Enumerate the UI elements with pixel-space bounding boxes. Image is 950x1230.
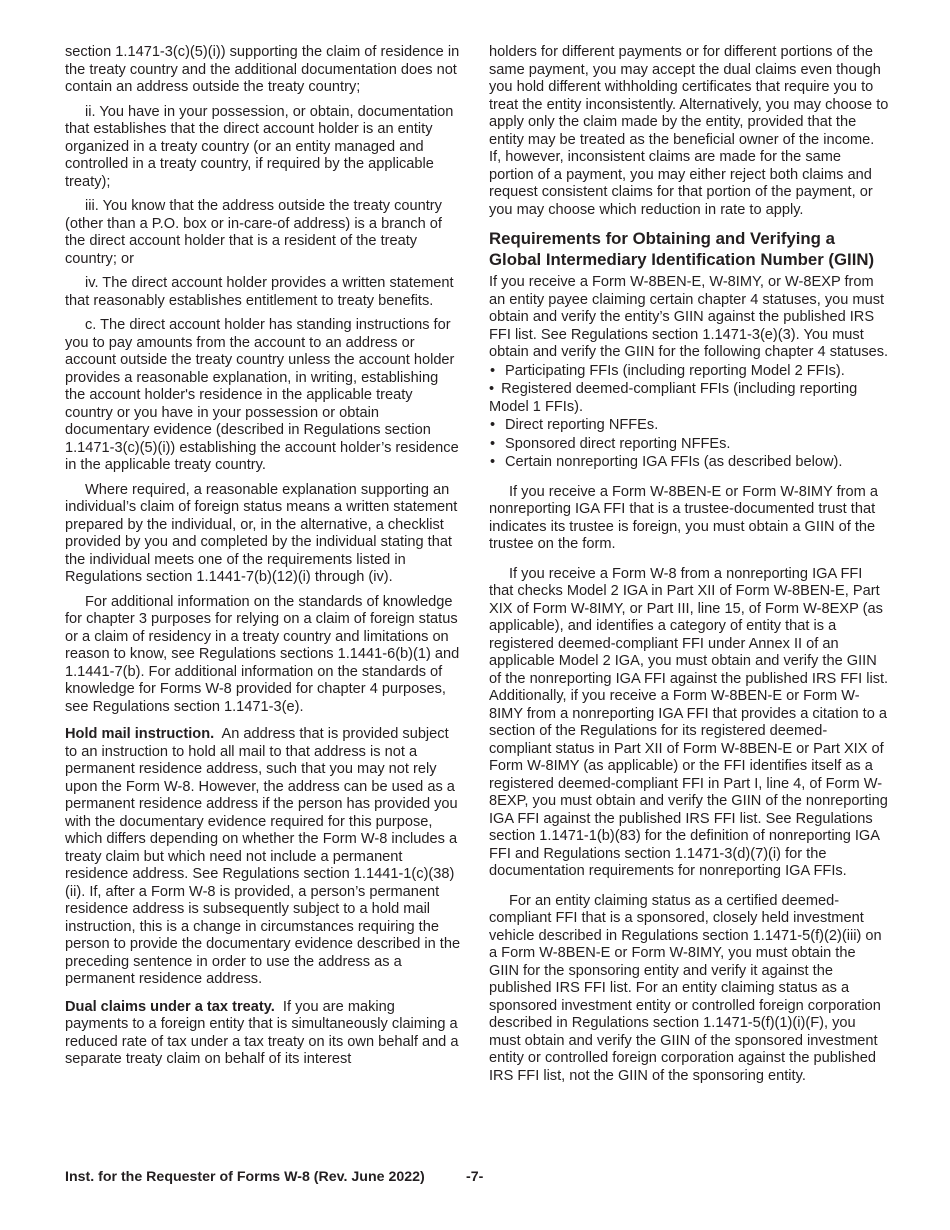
dual-claims-heading: Dual claims under a tax treaty. bbox=[65, 998, 275, 1015]
list-item: • Participating FFIs (including reporting Model 2 FFIs). bbox=[489, 363, 889, 381]
giin-section-heading: Requirements for Obtaining and Verifying a Global Intermediary Identification Number (GIIN) bbox=[489, 229, 875, 269]
list-item: • Sponsored direct reporting NFFEs. bbox=[489, 436, 889, 454]
chapter4-status-list bbox=[489, 363, 889, 472]
hold-mail-text: An address that is provided subject to an instruction to hold all mail to that address is not a permanent residence address, such that you may not rely upon the Form W-8. However, the address can be used as a permanent residence address if the person has provided you with the documentary evidence required for this purpose, which differs depending on whether the Form W-8 includes a treaty claim but which need not include a permanent residence address. See Regulations section 1.1441-1(c)(38)(ii). If, after a Form W-8 is provided, a person’s permanent residence address is subsequently subject to a hold mail instruction, this is a change in circumstances requiring the person to provide the documentary evidence described in the preceding sentence in order to use the address as a permanent residence address. bbox=[65, 726, 461, 987]
left-paragraph-3: iii. You know that the address outside the treaty country (other than a P.O. box or in-care-of address) is a branch of the direct account holder that is a resident of the treaty country; or bbox=[65, 198, 442, 267]
left-paragraph-1: section 1.1471-3(c)(5)(i)) supporting the claim of residence in the treaty country and the additional documentation does not contain an address outside the treaty country; bbox=[65, 44, 460, 95]
left-paragraph-2: ii. You have in your possession, or obtain, documentation that establishes that the direct account holder is an entity organized in a treaty country (or an entity managed and controlled in a treaty country, if required by the applicable treaty); bbox=[65, 103, 454, 190]
hold-mail-paragraph bbox=[65, 726, 462, 989]
footer-title: Inst. for the Requester of Forms W-8 (Rev. June 2022) bbox=[65, 1169, 425, 1185]
left-paragraph-7: For additional information on the standards of knowledge for chapter 3 purposes for relying on a claim of foreign status or a claim of residency in a treaty country and limitations on reason to know, see Regulations sections 1.1441-6(b)(1) and 1.1441-7(b). For additional information on the standards of knowledge for Forms W-8 provided for chapter 4 purposes, see Regulations section 1.1471-3(e). bbox=[65, 593, 460, 715]
list-item: • Registered deemed-compliant FFIs (including reporting Model 1 FFIs). bbox=[489, 381, 889, 416]
left-paragraph-6: Where required, a reasonable explanation supporting an individual’s claim of foreign status means a written statement prepared by the individual, or, in the alternative, a checklist provided by you and completed by the individual stating that the individual meets one of the requirements listed in Regulations section 1.1441-7(b)(12)(i) through (iv). bbox=[65, 481, 458, 585]
right-paragraph-2: If you receive a Form W-8BEN-E, W-8IMY, or W-8EXP from an entity payee claiming certain chapter 4 statuses, you must obtain and verify the entity’s GIIN against the published IRS FFI list. See Regulations section 1.1471-3(e)(3). You must obtain and verify the GIIN for the following chapter 4 statuses. bbox=[489, 274, 889, 360]
left-paragraph-5: c. The direct account holder has standing instructions for you to pay amounts from the account to an address or account outside the treaty country unless the account holder provides a reasonable explanation, in writing, establishing the account holder's residence in the applicable treaty country or you have in your possession or obtain documentary evidence (described in Regulations section 1.1471-3(c)(5)(i)) establishing the account holder’s residence in the applicable treaty country. bbox=[65, 317, 459, 473]
list-item: • Direct reporting NFFEs. bbox=[489, 417, 889, 435]
right-paragraph-4: If you receive a Form W-8 from a nonreporting IGA FFI that checks Model 2 IGA in Part XII of Form W-8BEN-E, Part XIX of Form W-8IMY, or Part III, line 15, of Form W-8EXP (as applicable), and identifies a category of entity that is a registered deemed-compliant FFI under Annex II of an applicable Model 2 IGA, you must obtain and verify the GIIN of the nonreporting IGA FFI against the published IRS FFI list. Additionally, if you receive a Form W-8BEN-E or Form W-8IMY from a nonreporting IGA FFI that provides a citation to a section of the Regulations for its registered deemed-compliant status in Part XII of Form W-8BEN-E or Part XIX of Form W-8IMY (as applicable) or the FFI identifies itself as a registered deemed-compliant FFI in Part I, line 4, of Form W-8EXP, you must obtain and verify the GIIN of the nonreporting IGA FFI against the published IRS FFI list. See Regulations section 1.1471-1(b)(83) for the definition of nonreporting IGA FFI and Regulations section 1.1471-3(d)(7)(i) for the documentation requirements for nonreporting IGA FFIs. bbox=[489, 565, 889, 879]
right-paragraph-1: holders for different payments or for different portions of the same payment, you may accept the dual claims even though you hold different withholding certificates that require you to treat the entity inconsistently. Alternatively, you may choose to apply only the claim made by the entity, provided that the entity may be treated as the beneficial owner of the income. If, however, inconsistent claims are made for the same portion of a payment, you may either reject both claims and request consistent claims for that portion of the payment, or you may choose which reduction in rate to apply. bbox=[489, 44, 889, 218]
dual-claims-text: If you are making payments to a foreign entity that is simultaneously claiming a reduced rate of tax under a tax treaty on its own behalf and a separate treaty claim on behalf of its interest bbox=[65, 998, 459, 1067]
dual-claims-paragraph bbox=[65, 999, 462, 1069]
right-paragraph-3: If you receive a Form W-8BEN-E or Form W-8IMY from a nonreporting IGA FFI that is a trustee-documented trust that indicates its trustee is foreign, you must obtain a GIIN of the trustee on the form. bbox=[489, 483, 878, 552]
hold-mail-heading: Hold mail instruction. bbox=[65, 726, 215, 742]
left-column bbox=[65, 44, 462, 1076]
list-item: • Certain nonreporting IGA FFIs (as described below). bbox=[489, 454, 889, 472]
right-column bbox=[489, 44, 889, 1092]
right-paragraph-5: For an entity claiming status as a certified deemed-compliant FFI that is a sponsored, closely held investment vehicle described in Regulations section 1.1471-5(f)(2)(iii) on a Form W-8BEN-E or Form W-8IMY, you must obtain the GIIN for the sponsoring entity and verify it against the published IRS FFI list. For an entity claiming status as a sponsored investment entity or controlled foreign corporation described in Regulations section 1.1471-5(f)(1)(i)(F), you must obtain and verify the GIIN of the sponsored investment entity or controlled foreign corporation against the published IRS FFI list, not the GIIN of the sponsoring entity. bbox=[489, 892, 882, 1084]
page-number: -7- bbox=[466, 1169, 484, 1185]
left-paragraph-4: iv. The direct account holder provides a written statement that reasonably establishes entitlement to treaty benefits. bbox=[65, 275, 454, 309]
